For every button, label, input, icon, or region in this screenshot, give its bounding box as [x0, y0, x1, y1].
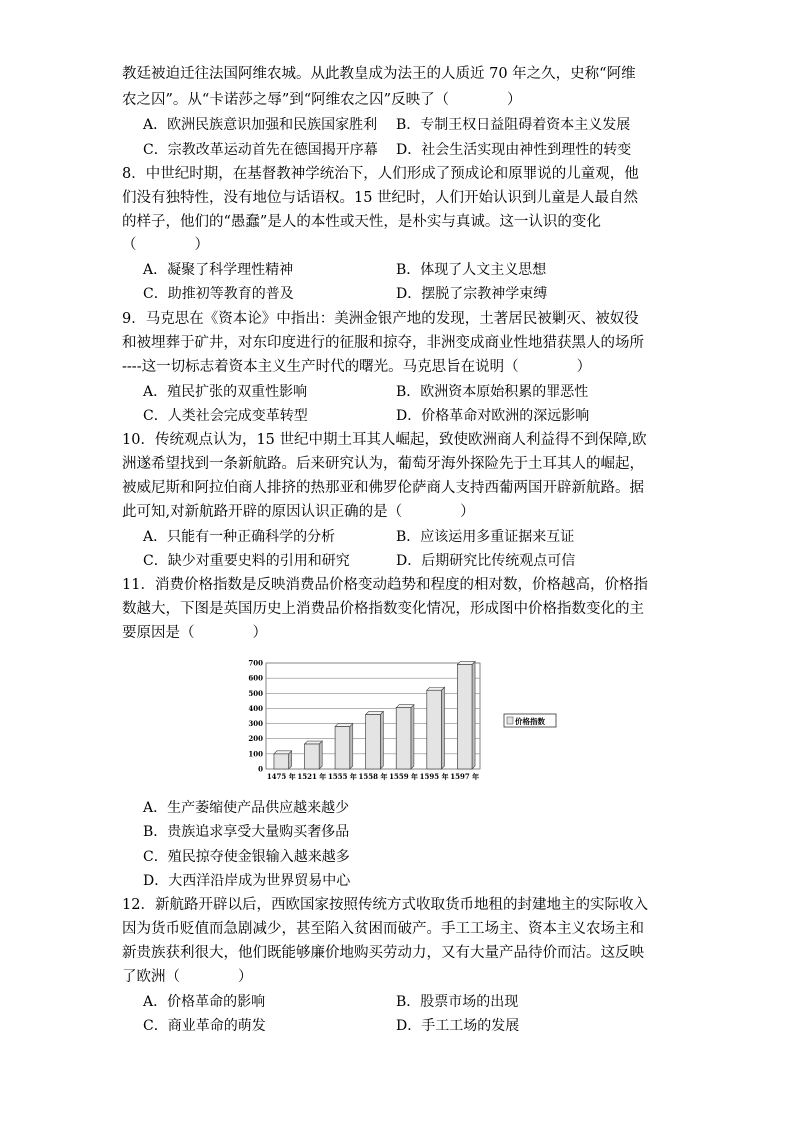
x-tick-label: 1521 年: [297, 772, 327, 781]
q11-stem-line: 要原因是（ ）: [122, 625, 267, 641]
q10-option-c[interactable]: C．缺少对重要史料的引用和研究: [143, 553, 350, 569]
bar-side: [350, 724, 353, 769]
chart-y-tick-labels: [248, 659, 263, 774]
q9-stem-line: ----这一切标志着资本主义生产时代的曙光。马克思旨在说明（ ）: [122, 359, 592, 375]
q8-answer-blank: （ ）: [122, 237, 209, 253]
q11-stem-line: 11．消费价格指数是反映消费品价格变动趋势和程度的相对数，价格越高，价格指: [122, 577, 648, 593]
q7-option-d[interactable]: D．社会生活实现由神性到理性的转变: [396, 142, 632, 158]
q7-stem-line: 农之囚”。从“卡诺莎之辱”到“阿维农之囚”反映了（ ）: [122, 92, 522, 108]
x-tick-label: 1558 年: [358, 772, 388, 781]
x-tick-label: 1555 年: [327, 772, 357, 781]
legend-swatch: [507, 717, 513, 724]
q9-option-d[interactable]: D．价格革命对欧洲的深远影响: [396, 408, 590, 424]
bar-front: [274, 754, 289, 769]
q9-stem-line: 9．马克思在《资本论》中指出：美洲金银产地的发现，土著居民被剿灭、被奴役: [122, 311, 639, 327]
q11-option-c[interactable]: C．殖民掠夺使金银输入越来越多: [143, 849, 350, 865]
bar-top: [396, 705, 414, 708]
price-index-chart: [250, 655, 560, 785]
q12-option-c[interactable]: C．商业革命的萌发: [143, 1018, 266, 1034]
q8-stem-line: 们没有独特性，没有地位与话语权。15 世纪时，人们开始认识到儿童是人最自然: [122, 190, 639, 206]
q9-stem-line: 和被埋葬于矿井，对东印度进行的征服和掠夺，非洲变成商业性地猎获黑人的场所: [122, 335, 644, 351]
q9-option-a[interactable]: A．殖民扩张的双重性影响: [143, 384, 308, 400]
bar-top: [427, 687, 445, 690]
bar: [396, 705, 414, 769]
x-tick-label: 1559 年: [389, 772, 419, 781]
y-tick-label: 700: [248, 658, 263, 668]
bar: [335, 724, 353, 769]
x-tick-label: 1597 年: [450, 772, 480, 781]
q8-option-c[interactable]: C．助推初等教育的普及: [143, 286, 294, 302]
q7-option-c[interactable]: C．宗教改革运动首先在德国揭开序幕: [143, 142, 378, 158]
y-tick-label: 400: [248, 703, 263, 713]
q11-option-d[interactable]: D．大西洋沿岸成为世界贸易中心: [143, 873, 351, 889]
q7-option-a[interactable]: A．欧洲民族意识加强和民族国家胜利: [143, 117, 378, 133]
bar-side: [411, 705, 414, 769]
q12-stem-line: 新贵族获利很大，他们既能够廉价地购买劳动力，又有大量产品待价而沽。这反映: [122, 945, 644, 961]
q9-option-b[interactable]: B．欧洲资本原始积累的罪恶性: [396, 384, 589, 400]
q10-option-b[interactable]: B．应该运用多重证据来互证: [396, 529, 575, 545]
bar-front: [305, 744, 320, 769]
q11-option-a[interactable]: A．生产萎缩使产品供应越来越少: [143, 800, 350, 816]
q12-option-d[interactable]: D．手工工场的发展: [396, 1018, 520, 1034]
y-tick-label: 300: [248, 719, 263, 729]
y-tick-label: 100: [248, 749, 263, 759]
q12-option-a[interactable]: A．价格革命的影响: [143, 994, 266, 1010]
q11-option-b[interactable]: B．贵族追求享受大量购买奢侈品: [143, 824, 350, 840]
bar: [305, 741, 323, 769]
q7-option-b[interactable]: B．专制王权日益阻碍着资本主义发展: [396, 117, 631, 133]
bar-top: [274, 751, 292, 754]
bar-top: [457, 662, 475, 665]
bar-front: [335, 727, 350, 769]
q8-option-d[interactable]: D．摆脱了宗教神学束缚: [396, 286, 548, 302]
q10-stem-line: 此可知,对新航路开辟的原因认识正确的是（ ）: [122, 504, 475, 520]
q10-stem-line: 10．传统观点认为，15 世纪中期土耳其人崛起，致使欧洲商人利益得不到保障,欧: [122, 432, 647, 448]
bar-side: [472, 662, 475, 769]
bar-side: [319, 741, 322, 769]
chart-legend: [504, 714, 556, 727]
bar-side: [380, 711, 383, 769]
q10-stem-line: 被威尼斯和阿拉伯商人排挤的热那亚和佛罗伦萨商人支持西葡两国开辟新航路。据: [122, 480, 644, 496]
bar-top: [305, 741, 323, 744]
bar: [366, 711, 384, 769]
bar: [427, 687, 445, 769]
q8-option-a[interactable]: A．凝聚了科学理性精神: [143, 262, 294, 278]
q8-stem-line: 8．中世纪时期，在基督教神学统治下，人们形成了预成论和原罪说的儿童观，他: [122, 166, 639, 182]
q8-stem-line: 的样子，他们的“愚蠢”是人的本性或天性，是朴实与真诚。这一认识的变化: [122, 214, 601, 230]
bar: [274, 751, 292, 769]
q12-stem-line: 12．新航路开辟以后，西欧国家按照传统方式收取货币地租的封建地主的实际收入: [122, 897, 648, 913]
q12-stem-line: 因为货币贬值而急剧减少，甚至陷入贫困而破产。手工工场主、资本主义农场主和: [122, 921, 644, 937]
q7-stem-line: 教廷被迫迁往法国阿维农城。从此教皇成为法王的人质近 70 年之久，史称“阿维: [122, 66, 636, 82]
q12-stem-line: 了欧洲（ ）: [122, 969, 253, 985]
legend-label: 价格指数: [515, 717, 545, 726]
y-tick-label: 200: [248, 734, 263, 744]
q8-option-b[interactable]: B．体现了人文主义思想: [396, 262, 547, 278]
q12-option-b[interactable]: B．股票市场的出现: [396, 994, 519, 1010]
x-tick-label: 1595 年: [419, 772, 449, 781]
y-tick-label: 0: [258, 764, 263, 774]
q10-option-d[interactable]: D．后期研究比传统观点可信: [396, 553, 576, 569]
bar-front: [457, 665, 472, 769]
bar-front: [366, 714, 381, 769]
q11-stem-line: 数越大，下图是英国历史上消费品价格指数变化情况，形成图中价格指数变化的主: [122, 601, 644, 617]
bar-top: [335, 724, 353, 727]
bar-side: [441, 687, 444, 769]
q10-stem-line: 洲遂希望找到一条新航路。后来研究认为，葡萄牙海外探险先于土耳其人的崛起，: [122, 456, 644, 472]
chart-x-tick-labels: [267, 772, 479, 781]
bar: [457, 662, 475, 769]
bar-top: [366, 711, 384, 714]
q9-option-c[interactable]: C．人类社会完成变革转型: [143, 408, 308, 424]
x-tick-label: 1475 年: [266, 772, 296, 781]
q10-option-a[interactable]: A．只能有一种正确科学的分析: [143, 529, 336, 545]
bar-front: [396, 708, 411, 769]
bar-front: [427, 690, 442, 769]
y-tick-label: 600: [248, 673, 263, 683]
y-tick-label: 500: [248, 688, 263, 698]
